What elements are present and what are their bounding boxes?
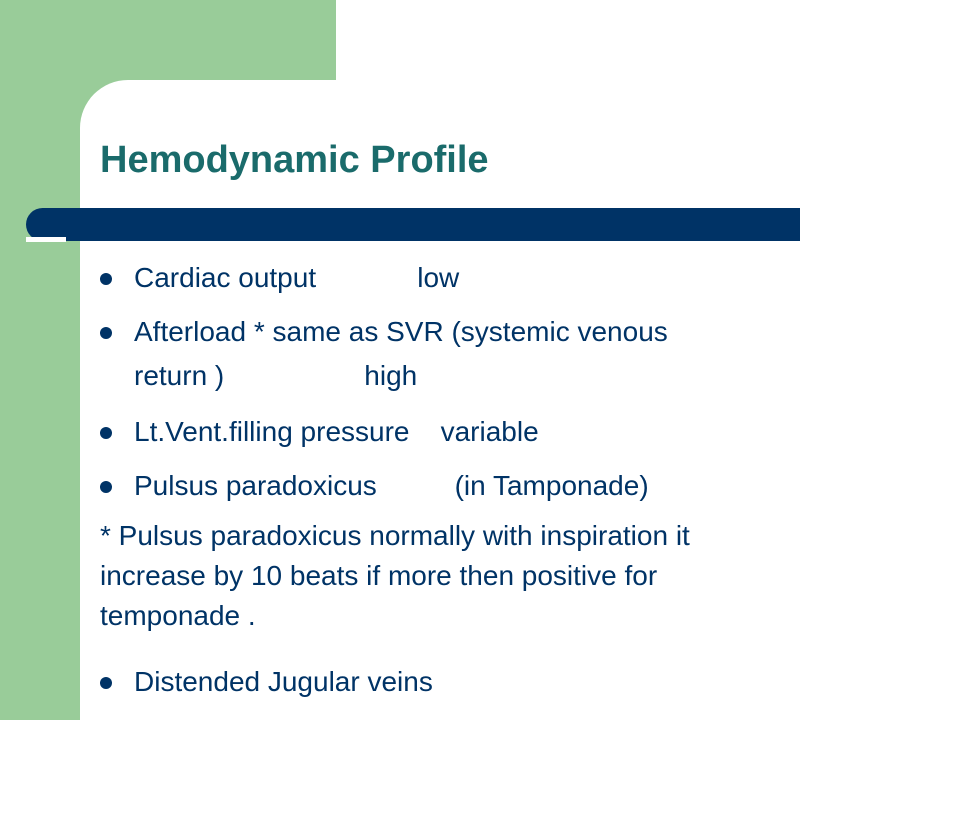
bullet-dot-icon	[100, 327, 112, 339]
title-bar-tick	[26, 237, 66, 242]
footnote-paragraph	[100, 516, 900, 636]
footnote-line: * Pulsus paradoxicus normally with inspiration it	[100, 520, 690, 551]
bullet-text: Distended Jugular veins	[134, 666, 433, 697]
footnote-line: temponade .	[100, 600, 256, 631]
bullet-text: Pulsus paradoxicus (in Tamponade)	[134, 470, 649, 501]
bullet-item	[100, 660, 433, 836]
bullet-dot-icon	[100, 427, 112, 439]
footnote-line: increase by 10 beats if more then positive for	[100, 560, 658, 591]
bullet-text: Lt.Vent.filling pressure variable	[134, 416, 539, 447]
bullet-text-continued: return ) high	[134, 360, 418, 391]
bullet-text: Cardiac output low	[134, 262, 460, 293]
bullet-dot-icon	[100, 677, 112, 689]
bullet-text: Afterload * same as SVR (systemic venous	[134, 316, 668, 347]
title-underline-bar	[26, 208, 800, 241]
slide-title: Hemodynamic Profile	[100, 139, 489, 181]
bullet-dot-icon	[100, 481, 112, 493]
bullet-dot-icon	[100, 273, 112, 285]
